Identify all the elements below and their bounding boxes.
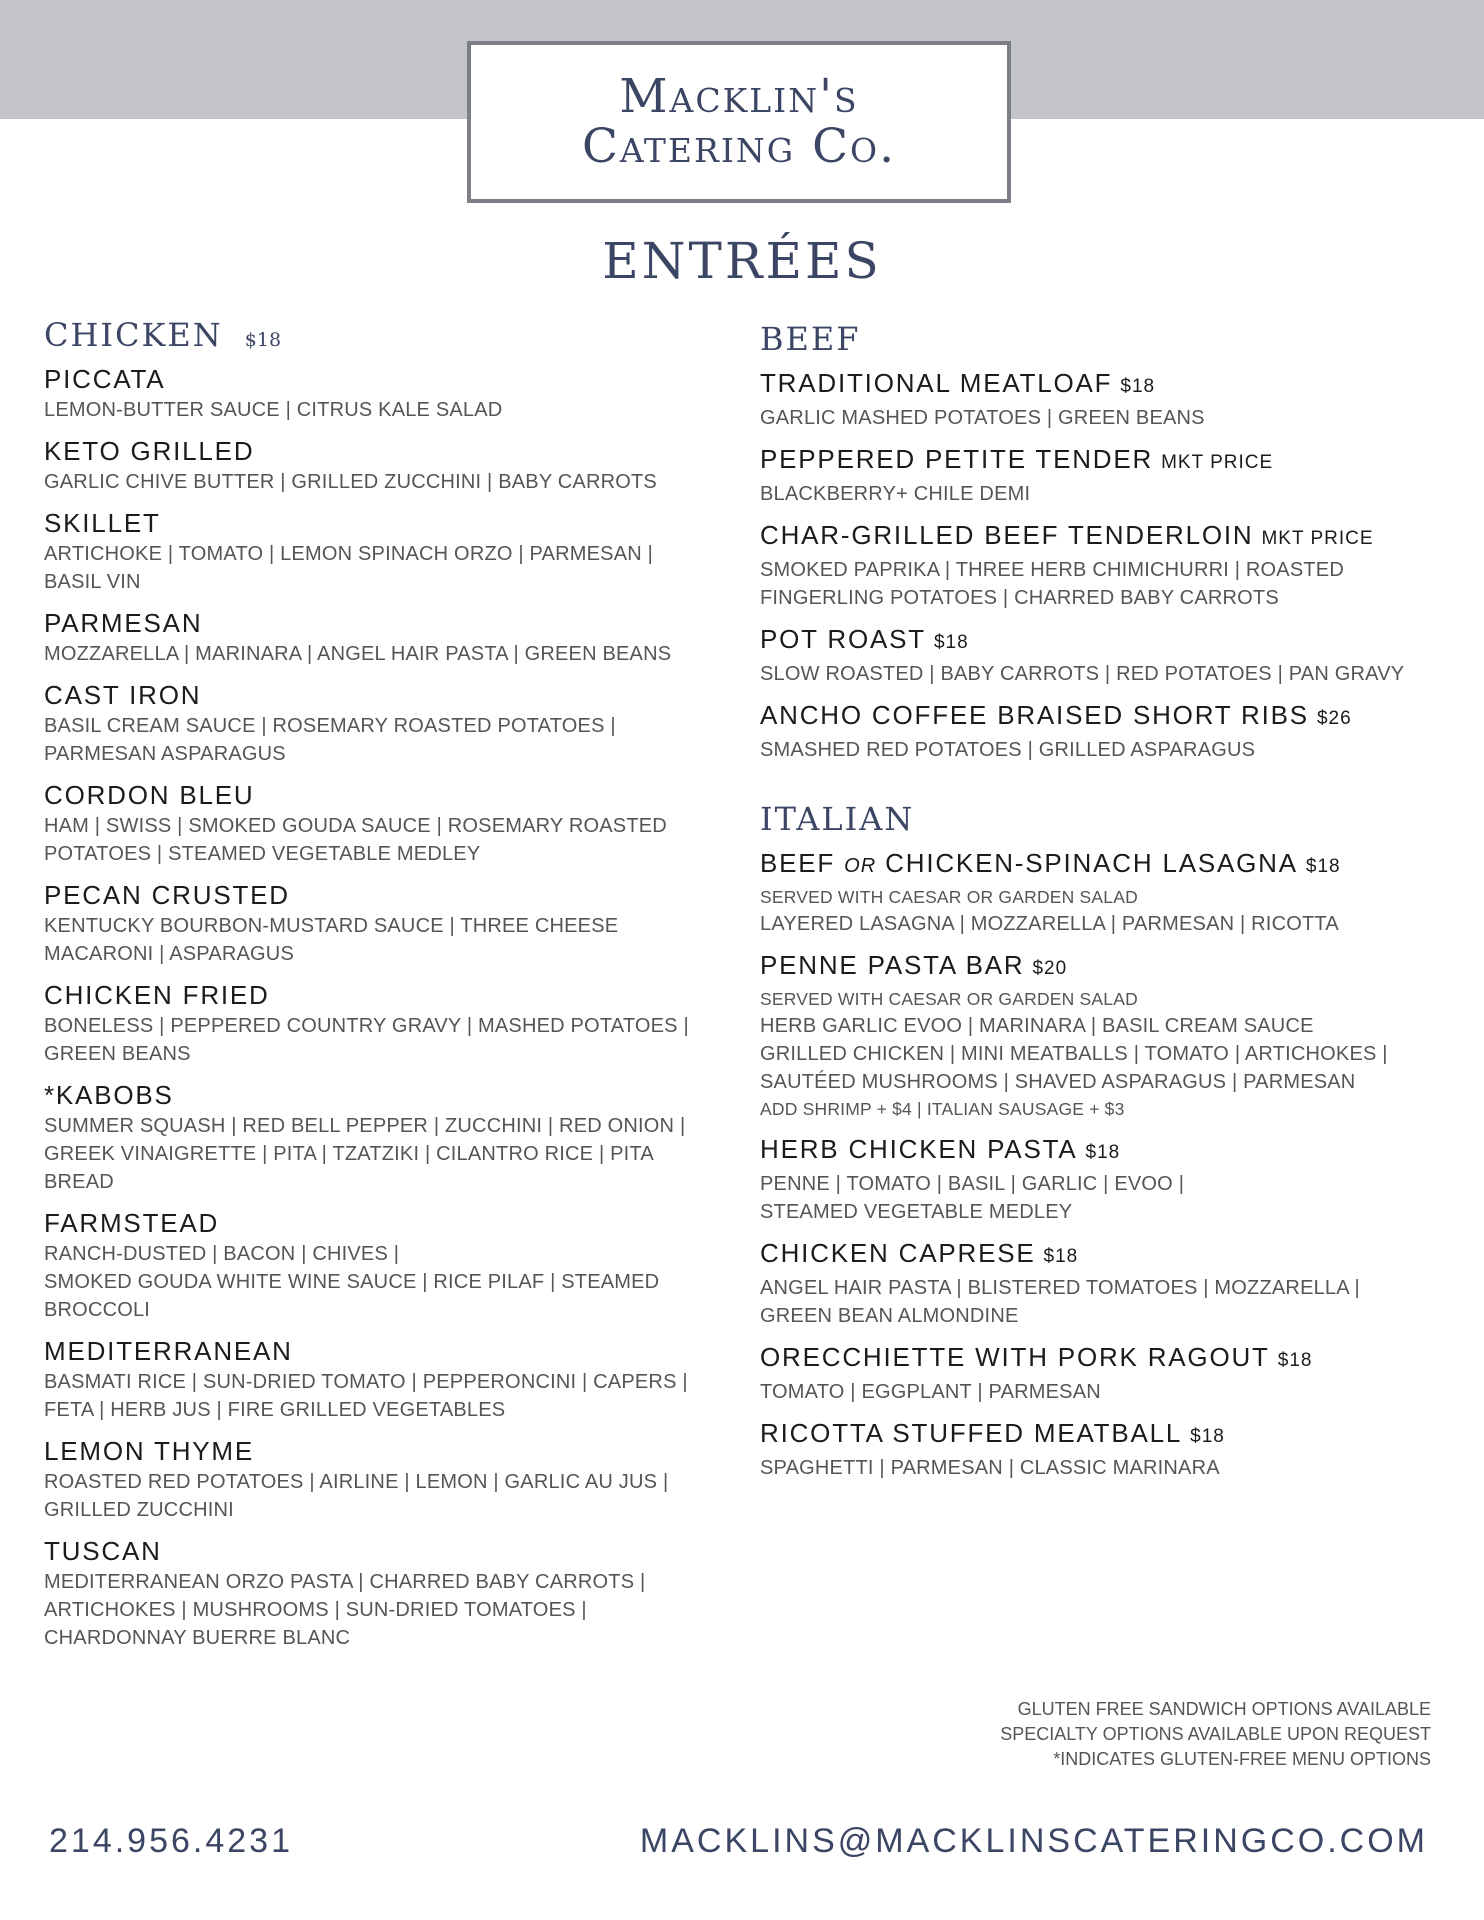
item-name — [760, 948, 1440, 986]
item-desc: RANCH-DUSTED | BACON | CHIVES | — [44, 1243, 400, 1265]
item-name — [44, 1078, 724, 1112]
menu-item — [760, 622, 1440, 688]
logo — [467, 41, 1011, 203]
item-name-text: MEDITERRANEAN — [44, 1336, 293, 1366]
beef-header — [760, 320, 1440, 358]
item-name — [44, 978, 724, 1012]
item-note: SERVED WITH CAESAR OR GARDEN SALAD — [760, 989, 1138, 1009]
item-name-text: ORECCHIETTE WITH PORK RAGOUT — [760, 1342, 1270, 1372]
item-desc: BASIL VIN — [44, 571, 141, 593]
item-name-text: HERB CHICKEN PASTA — [760, 1134, 1078, 1164]
item-name-text: TUSCAN — [44, 1536, 162, 1566]
item-desc: ROASTED RED POTATOES | AIRLINE | LEMON | GARLIC AU JUS | — [44, 1471, 669, 1493]
item-desc: BLACKBERRY+ CHILE DEMI — [760, 483, 1031, 505]
item-name-text: PECAN CRUSTED — [44, 880, 290, 910]
italian-section — [760, 800, 1440, 1492]
menu-item — [44, 878, 724, 968]
beef-section — [760, 320, 1440, 774]
item-name — [760, 366, 1440, 404]
item-desc: MOZZARELLA | MARINARA | ANGEL HAIR PASTA | GREEN BEANS — [44, 643, 672, 665]
item-name-text: ANCHO COFFEE BRAISED SHORT RIBS — [760, 700, 1309, 730]
item-name-text: PICCATA — [44, 364, 166, 394]
item-name-text: CORDON BLEU — [44, 780, 255, 810]
item-desc: ARTICHOKE | TOMATO | LEMON SPINACH ORZO | PARMESAN | — [44, 543, 654, 565]
item-desc: BASMATI RICE | SUN-DRIED TOMATO | PEPPERONCINI | CAPERS | — [44, 1371, 688, 1393]
menu-item — [760, 948, 1440, 1122]
item-name-text: CHAR-GRILLED BEEF TENDERLOIN — [760, 520, 1254, 550]
item-name — [760, 1236, 1440, 1274]
item-price: $18 — [933, 632, 969, 653]
item-name-text: CHICKEN CAPRESE — [760, 1238, 1036, 1268]
item-name-text: PARMESAN — [44, 608, 203, 638]
item-desc: GARLIC CHIVE BUTTER | GRILLED ZUCCHINI | BABY CARROTS — [44, 471, 657, 493]
item-name-text: *KABOBS — [44, 1080, 174, 1110]
chicken-item-list — [44, 362, 724, 1652]
item-name — [760, 518, 1440, 556]
item-price: MKT PRICE — [1161, 452, 1274, 473]
item-name-text: PEPPERED PETITE TENDER — [760, 444, 1154, 474]
item-name — [760, 1132, 1440, 1170]
menu-item — [760, 1340, 1440, 1406]
email-address: MACKLINS@MACKLINSCATERINGCO.COM — [639, 1822, 1428, 1860]
item-name — [760, 1416, 1440, 1454]
beef-item-list — [760, 366, 1440, 764]
menu-item — [44, 606, 724, 668]
menu-item — [44, 1334, 724, 1424]
item-desc: GREEK VINAIGRETTE | PITA | TZATZIKI | CILANTRO RICE | PITA BREAD — [44, 1143, 653, 1193]
item-desc: SPAGHETTI | PARMESAN | CLASSIC MARINARA — [760, 1457, 1220, 1479]
item-price: $18 — [1190, 1426, 1225, 1447]
item-addon: ADD SHRIMP + $4 | ITALIAN SAUSAGE + $3 — [760, 1099, 1125, 1119]
footnote-line: GLUTEN FREE SANDWICH OPTIONS AVAILABLE — [1017, 1699, 1431, 1719]
footnotes — [1000, 1697, 1431, 1772]
phone-number: 214.956.4231 — [49, 1822, 293, 1860]
item-price: $18 — [1305, 856, 1341, 877]
item-name-text: CHICKEN FRIED — [44, 980, 270, 1010]
section-price-chicken: $18 — [244, 329, 282, 351]
item-name — [760, 622, 1440, 660]
item-desc: SMOKED PAPRIKA | THREE HERB CHIMICHURRI | ROASTED — [760, 559, 1344, 581]
logo-line-1: Macklin's — [619, 69, 859, 124]
menu-item — [44, 978, 724, 1068]
item-name-text: POT ROAST — [760, 624, 926, 654]
item-price: $20 — [1032, 958, 1068, 979]
item-desc: SMOKED GOUDA WHITE WINE SAUCE | RICE PILAF | STEAMED — [44, 1271, 660, 1293]
item-name-text: FARMSTEAD — [44, 1208, 220, 1238]
item-name — [760, 442, 1440, 480]
item-desc: GREEN BEANS — [44, 1043, 191, 1065]
menu-item — [44, 778, 724, 868]
item-name — [44, 1206, 724, 1240]
item-name — [44, 778, 724, 812]
item-desc: MACARONI | ASPARAGUS — [44, 943, 294, 965]
menu-item — [44, 1078, 724, 1196]
item-name — [44, 1334, 724, 1368]
item-desc: GREEN BEAN ALMONDINE — [760, 1305, 1019, 1327]
item-price: MKT PRICE — [1261, 528, 1374, 549]
item-name-text: SKILLET — [44, 508, 161, 538]
item-name — [44, 678, 724, 712]
italian-item-list — [760, 1132, 1440, 1482]
item-desc: MEDITERRANEAN ORZO PASTA | CHARRED BABY CARROTS | — [44, 1571, 646, 1593]
item-name-text: KETO GRILLED — [44, 436, 255, 466]
item-desc: PARMESAN ASPARAGUS — [44, 743, 286, 765]
item-desc: FETA | HERB JUS | FIRE GRILLED VEGETABLES — [44, 1399, 506, 1421]
menu-item — [760, 1132, 1440, 1226]
item-name — [44, 878, 724, 912]
item-price: $26 — [1316, 708, 1352, 729]
item-desc: GARLIC MASHED POTATOES | GREEN BEANS — [760, 407, 1205, 429]
section-title-chicken: CHICKEN — [44, 316, 223, 354]
menu-item — [44, 1534, 724, 1652]
menu-item — [760, 846, 1440, 938]
item-price: $18 — [1120, 376, 1156, 397]
menu-item — [44, 1434, 724, 1524]
item-price: $18 — [1277, 1350, 1313, 1371]
item-desc: LEMON-BUTTER SAUCE | CITRUS KALE SALAD — [44, 399, 503, 421]
item-name-text: LEMON THYME — [44, 1436, 255, 1466]
item-name — [44, 434, 724, 468]
menu-item — [44, 506, 724, 596]
item-desc: BROCCOLI — [44, 1299, 151, 1321]
item-name-or: OR — [844, 855, 877, 877]
menu-item — [760, 366, 1440, 432]
item-desc: HERB GARLIC EVOO | MARINARA | BASIL CREAM SAUCE — [760, 1015, 1314, 1037]
page-title: ENTRÉES — [602, 232, 882, 290]
item-name-text: TRADITIONAL MEATLOAF — [760, 368, 1113, 398]
item-desc: PENNE | TOMATO | BASIL | GARLIC | EVOO | — [760, 1173, 1185, 1195]
item-desc: CHARDONNAY BUERRE BLANC — [44, 1627, 351, 1649]
item-desc: SLOW ROASTED | BABY CARROTS | RED POTATOES | PAN GRAVY — [760, 663, 1405, 685]
menu-item — [44, 1206, 724, 1324]
menu-item — [44, 362, 724, 424]
item-name-text: CAST IRON — [44, 680, 202, 710]
menu-item — [760, 442, 1440, 508]
item-desc: SMASHED RED POTATOES | GRILLED ASPARAGUS — [760, 739, 1256, 761]
item-desc: POTATOES | STEAMED VEGETABLE MEDLEY — [44, 843, 481, 865]
footnote-line: SPECIALTY OPTIONS AVAILABLE UPON REQUEST — [1000, 1724, 1431, 1744]
item-name-part: PENNE PASTA BAR — [760, 950, 1025, 980]
item-desc: ARTICHOKES | MUSHROOMS | SUN-DRIED TOMATOES | — [44, 1599, 587, 1621]
menu-item — [44, 434, 724, 496]
item-name — [44, 506, 724, 540]
item-desc: SUMMER SQUASH | RED BELL PEPPER | ZUCCHINI | RED ONION | — [44, 1115, 686, 1137]
item-desc: ANGEL HAIR PASTA | BLISTERED TOMATOES | MOZZARELLA | — [760, 1277, 1360, 1299]
item-desc: KENTUCKY BOURBON-MUSTARD SAUCE | THREE CHEESE — [44, 915, 619, 937]
item-desc: STEAMED VEGETABLE MEDLEY — [760, 1201, 1073, 1223]
section-title-italian: ITALIAN — [760, 800, 915, 838]
menu-item — [44, 678, 724, 768]
item-name — [44, 1534, 724, 1568]
item-name — [44, 1434, 724, 1468]
item-desc: FINGERLING POTATOES | CHARRED BABY CARROTS — [760, 587, 1279, 609]
item-name — [760, 1340, 1440, 1378]
menu-item — [760, 1416, 1440, 1482]
item-note: SERVED WITH CAESAR OR GARDEN SALAD — [760, 887, 1138, 907]
menu-item — [760, 698, 1440, 764]
item-desc: TOMATO | EGGPLANT | PARMESAN — [760, 1381, 1101, 1403]
item-desc: BASIL CREAM SAUCE | ROSEMARY ROASTED POTATOES | — [44, 715, 616, 737]
item-name — [760, 846, 1440, 884]
item-price: $18 — [1085, 1142, 1121, 1163]
menu-item — [760, 518, 1440, 612]
item-desc: HAM | SWISS | SMOKED GOUDA SAUCE | ROSEMARY ROASTED — [44, 815, 667, 837]
footnote-line: *INDICATES GLUTEN-FREE MENU OPTIONS — [1053, 1749, 1431, 1769]
item-desc: BONELESS | PEPPERED COUNTRY GRAVY | MASHED POTATOES | — [44, 1015, 689, 1037]
item-name-part: CHICKEN-SPINACH LASAGNA — [885, 848, 1298, 878]
item-name — [760, 698, 1440, 736]
chicken-section — [44, 316, 724, 1662]
menu-item — [760, 1236, 1440, 1330]
item-desc: LAYERED LASAGNA | MOZZARELLA | PARMESAN | RICOTTA — [760, 913, 1339, 935]
section-title-beef: BEEF — [760, 320, 861, 358]
italian-header — [760, 800, 1440, 838]
item-desc: SAUTÉED MUSHROOMS | SHAVED ASPARAGUS | PARMESAN — [760, 1071, 1356, 1093]
item-desc: GRILLED CHICKEN | MINI MEATBALLS | TOMATO | ARTICHOKES | — [760, 1043, 1388, 1065]
item-desc: GRILLED ZUCCHINI — [44, 1499, 234, 1521]
item-name-part: BEEF — [760, 848, 836, 878]
item-name — [44, 606, 724, 640]
item-price: $18 — [1043, 1246, 1079, 1267]
logo-line-2: Catering Co. — [581, 119, 897, 174]
chicken-header — [44, 316, 724, 354]
item-name — [44, 362, 724, 396]
item-name-text: RICOTTA STUFFED MEATBALL — [760, 1418, 1183, 1448]
